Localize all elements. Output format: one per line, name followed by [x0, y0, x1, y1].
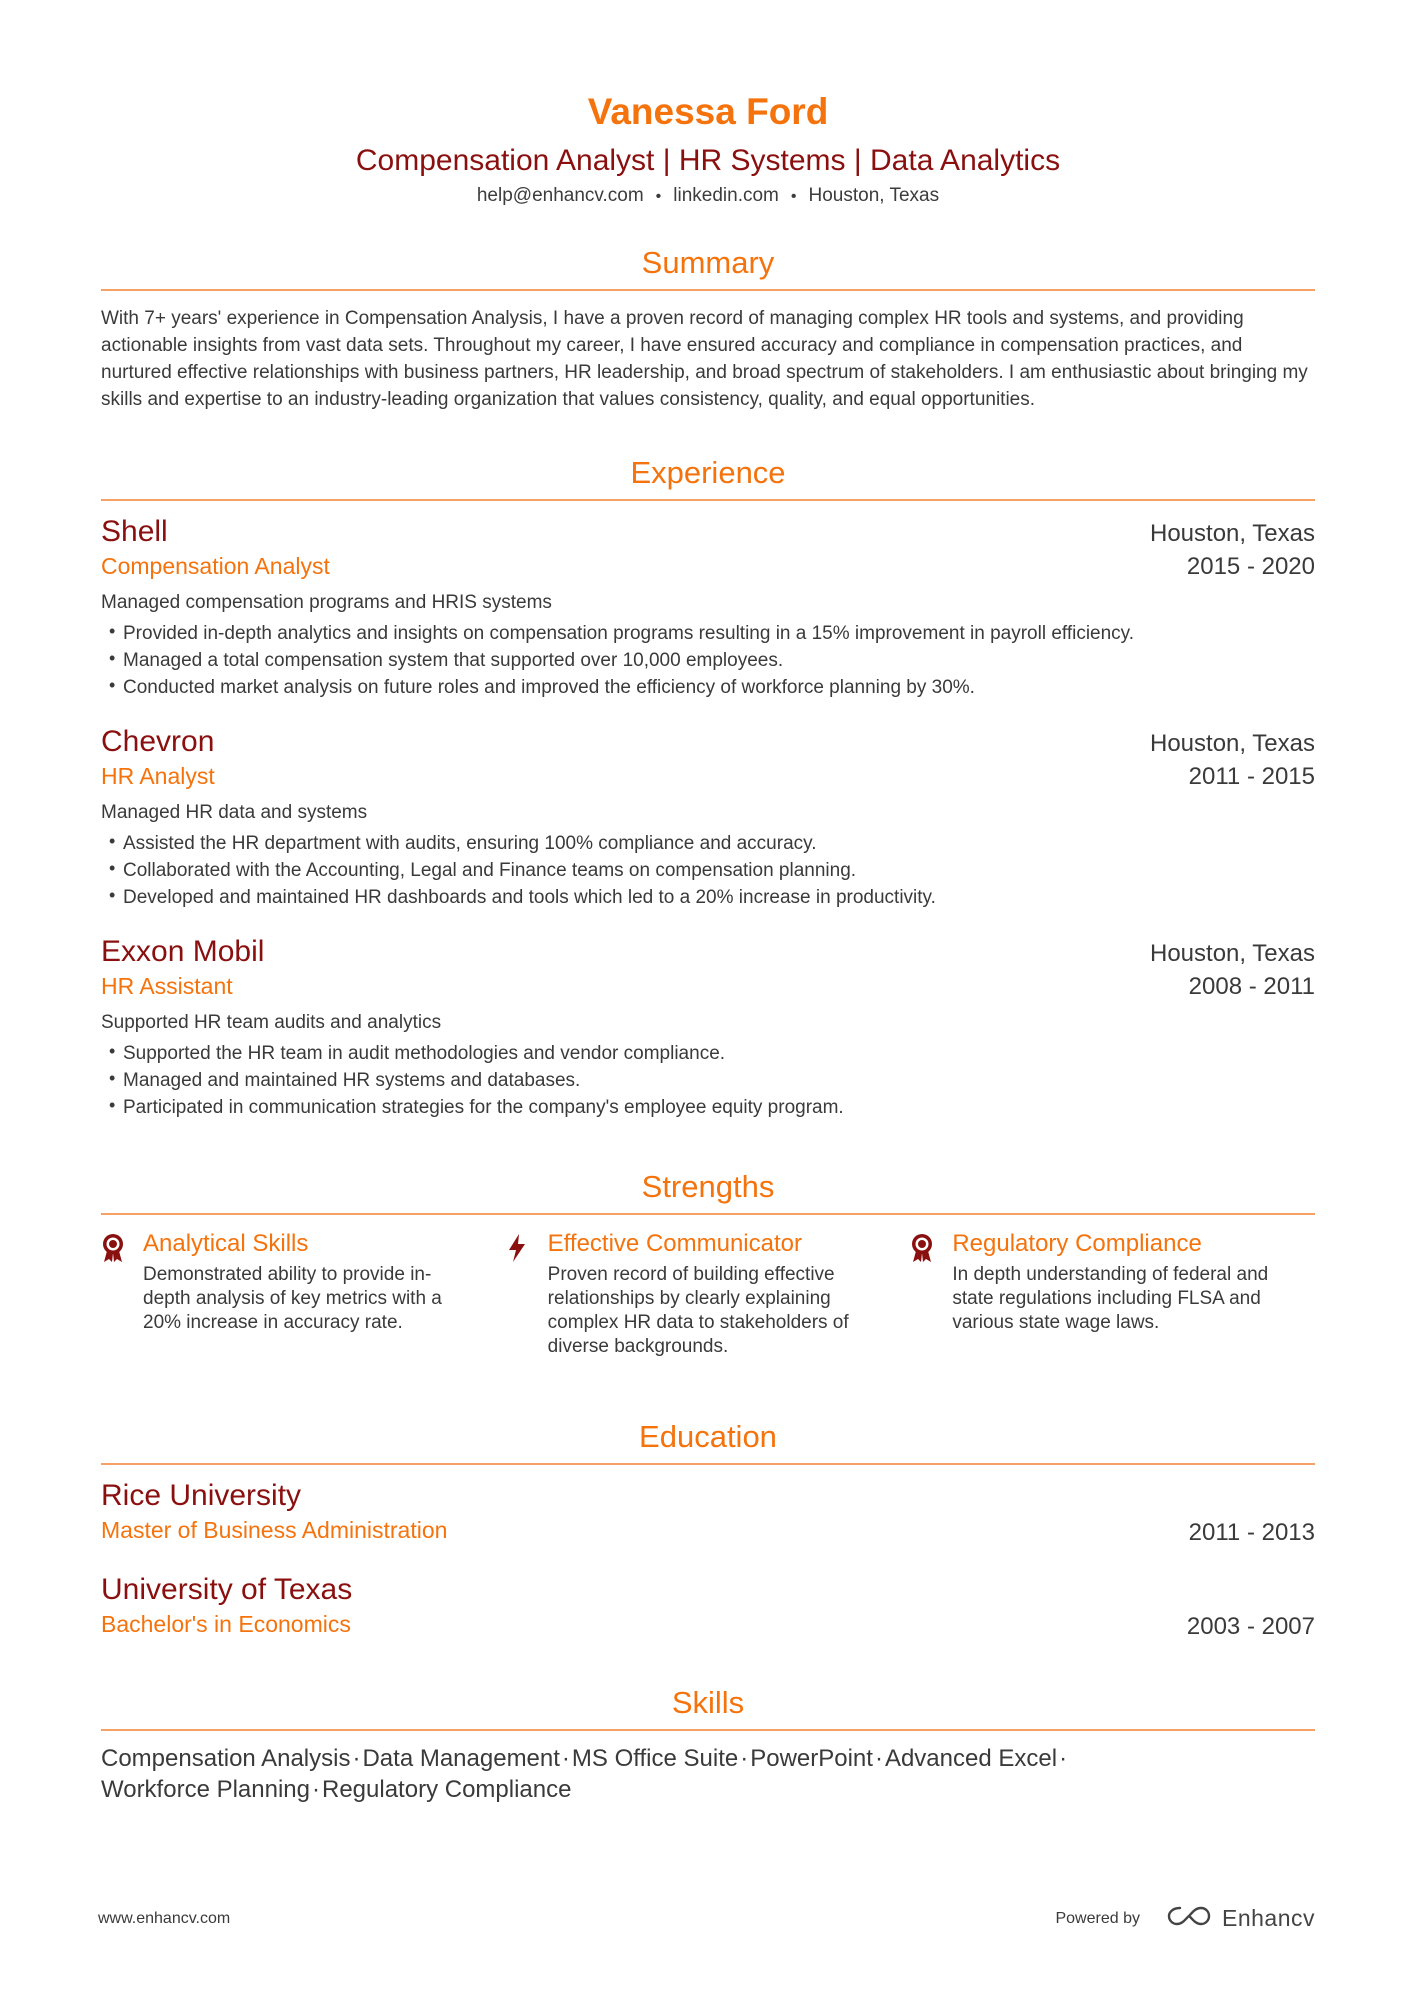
- strength-title: Regulatory Compliance: [952, 1230, 1202, 1257]
- powered-by: [1055, 1905, 1315, 1932]
- job-description: Managed HR data and systems: [101, 802, 368, 823]
- education-entry: [101, 1479, 1315, 1547]
- section-divider: [101, 499, 1315, 501]
- contact-location: Houston, Texas: [808, 185, 940, 206]
- skill-item: Regulatory Compliance: [322, 1776, 572, 1803]
- section-title-experience: Experience: [630, 455, 786, 490]
- job-bullet: • Participated in communication strategies for the company's employee equity program.: [101, 1094, 1315, 1121]
- section-divider: [101, 1213, 1315, 1215]
- strength-item: [101, 1229, 506, 1359]
- powered-by-label: Powered by: [1055, 1909, 1140, 1927]
- skill-item: Data Management: [362, 1745, 560, 1772]
- contact-line: [101, 184, 1315, 209]
- job-location: Houston, Texas: [1150, 940, 1315, 967]
- section-title-strengths: Strengths: [641, 1169, 775, 1204]
- separator-dot: •: [655, 188, 662, 205]
- education-entry: [101, 1573, 1315, 1641]
- section-divider: [101, 1463, 1315, 1465]
- job-bullet: • Assisted the HR department with audits, ensuring 100% compliance and accuracy.: [101, 830, 1315, 857]
- job-dates: 2011 - 2015: [1188, 763, 1315, 790]
- education-degree: Bachelor's in Economics: [101, 1611, 351, 1637]
- skill-item: Compensation Analysis: [101, 1745, 351, 1772]
- job-bullets: [101, 1040, 1315, 1121]
- skill-item: Advanced Excel: [884, 1745, 1058, 1772]
- skill-item: Workforce Planning: [101, 1776, 310, 1803]
- strengths-section: [101, 1169, 1315, 1359]
- strength-title: Effective Communicator: [547, 1230, 802, 1257]
- section-title-skills: Skills: [671, 1685, 745, 1720]
- job-entry: [101, 515, 1315, 701]
- resume-page: [101, 0, 1315, 1805]
- job-role: Compensation Analyst: [101, 553, 330, 579]
- candidate-name: Vanessa Ford: [587, 91, 829, 132]
- job-bullet: • Provided in-depth analytics and insights on compensation programs resulting in a 15% improvement in payroll efficiency.: [101, 620, 1315, 647]
- summary-section: [101, 245, 1315, 413]
- job-bullet: • Managed and maintained HR systems and databases.: [101, 1067, 1315, 1094]
- strength-title: Analytical Skills: [143, 1230, 309, 1257]
- experience-section: [101, 455, 1315, 1121]
- job-entry: [101, 725, 1315, 911]
- candidate-tagline: Compensation Analyst | HR Systems | Data Analytics: [355, 144, 1061, 177]
- resume-header: [101, 0, 1315, 209]
- strength-description: Proven record of building effective relationships by clearly explaining complex HR data to stakeholders of diverse backgrounds.: [547, 1264, 849, 1357]
- job-role: HR Assistant: [101, 973, 233, 999]
- skills-list: [101, 1743, 1315, 1805]
- section-title-summary: Summary: [641, 245, 775, 280]
- section-divider: [101, 289, 1315, 291]
- enhancv-brand[interactable]: Enhancv: [1221, 1905, 1315, 1931]
- enhancv-logo-icon: [1166, 1905, 1212, 1932]
- job-company: Exxon Mobil: [101, 935, 265, 968]
- education-dates: 2011 - 2013: [1188, 1519, 1315, 1546]
- skill-separator: ·: [740, 1745, 749, 1772]
- education-school: Rice University: [101, 1479, 302, 1512]
- job-bullets: [101, 620, 1315, 701]
- strength-description: In depth understanding of federal and state regulations including FLSA and various state wage laws.: [952, 1264, 1269, 1333]
- award-icon: [910, 1229, 952, 1359]
- section-divider: [101, 1729, 1315, 1731]
- skill-separator: ·: [561, 1745, 570, 1772]
- summary-text: With 7+ years' experience in Compensation Analysis, I have a proven record of managing complex HR tools and systems, and providing actionable insights from vast data sets. Throughout my career, I have ensured accuracy and compliance in compensation practices, and nurtured effective relationships with business partners, HR leadership, and broad spectrum of stakeholders. I am enthusiastic about bringing my skills and expertise to an industry-leading organization that values consistency, quality, and equal opportunities.: [101, 308, 1308, 410]
- award-icon: [101, 1229, 143, 1359]
- footer-url[interactable]: www.enhancv.com: [98, 1909, 231, 1927]
- education-school: University of Texas: [101, 1573, 353, 1606]
- job-bullet: • Developed and maintained HR dashboards and tools which led to a 20% increase in productivity.: [101, 884, 1315, 911]
- job-entry: [101, 935, 1315, 1121]
- job-bullets: [101, 830, 1315, 911]
- strength-item: [506, 1229, 911, 1359]
- education-section: [101, 1419, 1315, 1641]
- skill-separator: ·: [312, 1776, 320, 1803]
- skill-item: MS Office Suite: [571, 1745, 739, 1772]
- skill-separator: ·: [352, 1745, 361, 1772]
- strength-item: [910, 1229, 1315, 1359]
- education-dates: 2003 - 2007: [1186, 1613, 1315, 1640]
- job-dates: 2008 - 2011: [1188, 973, 1315, 1000]
- job-company: Shell: [101, 515, 168, 548]
- job-role: HR Analyst: [101, 763, 215, 789]
- job-company: Chevron: [101, 725, 215, 758]
- page-footer: [98, 1905, 1315, 1932]
- strength-description: Demonstrated ability to provide in-depth analysis of key metrics with a 20% increase in accuracy rate.: [143, 1264, 442, 1333]
- skill-item: PowerPoint: [750, 1745, 873, 1772]
- contact-email[interactable]: help@enhancv.com: [476, 185, 644, 206]
- job-bullet: • Conducted market analysis on future roles and improved the efficiency of workforce planning by 30%.: [101, 674, 1315, 701]
- job-bullet: • Supported the HR team in audit methodologies and vendor compliance.: [101, 1040, 1315, 1067]
- job-description: Managed compensation programs and HRIS systems: [101, 592, 552, 613]
- skills-section: [101, 1685, 1315, 1805]
- job-description: Supported HR team audits and analytics: [101, 1012, 442, 1033]
- contact-linkedin[interactable]: linkedin.com: [673, 185, 779, 206]
- education-degree: Master of Business Administration: [101, 1517, 448, 1543]
- lightning-bolt-icon: [506, 1229, 548, 1359]
- section-title-education: Education: [639, 1419, 777, 1454]
- job-location: Houston, Texas: [1150, 520, 1315, 547]
- job-dates: 2015 - 2020: [1186, 553, 1315, 580]
- skill-separator: ·: [1059, 1745, 1068, 1772]
- separator-dot: •: [790, 188, 797, 205]
- job-bullet: • Collaborated with the Accounting, Legal and Finance teams on compensation planning.: [101, 857, 1315, 884]
- skill-separator: ·: [874, 1745, 883, 1772]
- job-location: Houston, Texas: [1150, 730, 1315, 757]
- job-bullet: • Managed a total compensation system that supported over 10,000 employees.: [101, 647, 1315, 674]
